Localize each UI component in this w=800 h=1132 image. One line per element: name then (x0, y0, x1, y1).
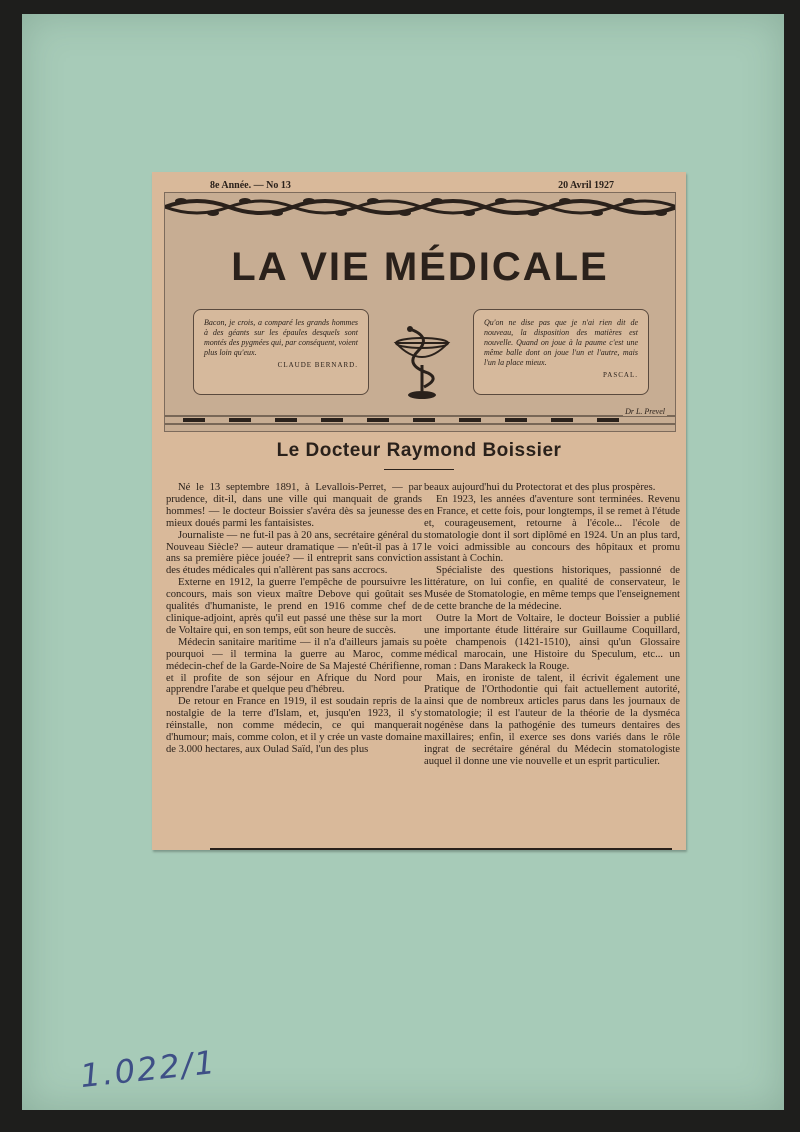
issue-header (210, 180, 614, 191)
paragraph: beaux aujourd'hui du Protectorat et des plus prospères. (424, 482, 656, 493)
issue-date: 20 Avril 1927 (558, 180, 614, 191)
article-left-column (166, 482, 422, 756)
paragraph: Spécialiste des questions historiques, passionné de littérature, on lui confie, en qualité de conservateur, le Musée de Stomatologie, en même temps que l'enseignement de cette branche de la médecine. (424, 565, 680, 613)
paragraph: Externe en 1912, la guerre l'empêche de poursuivre les concours, mais son vieux maître Debove qui goûtait ses qualités d'humaniste, le prend en 1916 comme chef de clinique-adjoint, après qu'il eut passé une thèse sur la mort de Voltaire qui, en son temps, eût son heure de succès. (166, 577, 422, 636)
paragraph: Outre la Mort de Voltaire, le docteur Boissier a publié une importante étude littéraire sur Guillaume Coquillard, poète champenois (1421-1510), ainsi qu'un Glossaire médical marocain, une Histoire du Speculum, etc... un roman : Dans Marakeck la Rouge. (424, 612, 680, 672)
quote-left-author: CLAUDE BERNARD. (277, 361, 358, 369)
quote-pascal (473, 309, 649, 395)
handwritten-inventory-number: 1.022/1 (78, 1042, 219, 1096)
cup-serpent-emblem-icon (390, 321, 454, 405)
paragraph: De retour en France en 1919, il est soudain repris de la nostalgie de la terre d'Islam, et, jusqu'en 1923, il s'y réinstalle, non comme médecin, ce qui manquerait d'humour; mais, comme colon, et il y crée un vaste domaine de 3.000 hectares, aux Oulad Saïd, l'un des plus (166, 696, 422, 755)
article-right-column (424, 482, 680, 768)
newspaper-clipping (152, 172, 686, 850)
archive-mount-board (22, 14, 784, 1110)
quote-claude-bernard (193, 309, 369, 395)
issue-number: 8e Année. — No 13 (210, 180, 291, 191)
paragraph: Journaliste — ne fut-il pas à 20 ans, secrétaire général du Nouveau Siècle? — auteur dramatique — n'eût-il pas à 17 ans sa première pièce jouée? — il entreprit sans conviction des études médicales qui n'allèrent pas sans accrocs. (166, 529, 422, 577)
paragraph: Médecin sanitaire maritime — il n'a d'ailleurs jamais su pourquoi — il termina la guerre au Maroc, comme médecin-chef de la Garde-Noire de Sa Majesté Chérifienne, et il profite de son séjour en Afrique du Nord pour apprendre l'arabe et quelque peu d'hébreu. (166, 636, 422, 696)
quote-left-text: Bacon, je crois, a comparé les grands hommes à des géants sur les épaules desquels sont montés des pygmées qui, par conséquent, voient plus loin qu'eux. (204, 318, 358, 357)
article-title: Le Docteur Raymond Boissier (276, 440, 562, 461)
masthead-title: LA VIE MÉDICALE (231, 245, 609, 289)
paragraph: Mais, en ironiste de talent, il écrivit également une Pratique de l'Orthodontie qui fait actuellement autorité, ainsi que de nombreux articles parus dans les journaux de stomatologie; il est l'auteur de la théorie de la dysméca nogénèse dans la pathogénie des tumeurs dentaires des maxillaires; enfin, il exerce ses dons variés dans le rôle ingrat de secrétaire général du Médecin stomatologiste auquel il donne une vie nouvelle et un esprit particulier. (424, 672, 680, 767)
paragraph: Né le 13 septembre 1891, à Levallois-Perret, — par prudence, dit-il, dans une ville qui manquait de grands hommes! — le docteur Boissier s'avéra dès sa jeunesse des mieux doués parmi les fantaisistes. (166, 482, 422, 529)
paragraph: En 1923, les années d'aventure sont terminées. Revenu en France, et cette fois, pour longtemps, il se remet à l'étude et, courageusement, retourne à l'école... l'école de stomatologie dont il sort diplômé en 1924. Un an plus tard, le voici admissible au concours des hôpitaux et promu assistant à Cochin. (424, 493, 680, 565)
bottom-rule (210, 848, 672, 850)
artist-signature: Dr L. Prevel (625, 407, 665, 416)
quote-right-text: Qu'on ne dise pas que je n'ai rien dit de nouveau, la disposition des matières est nouvelle. Quand on joue à la paume c'est une même balle dont on joue l'un et l'autre, mais l'un la place mieux. (484, 318, 638, 367)
masthead (164, 192, 676, 432)
decorative-band (165, 415, 675, 425)
title-underline (384, 469, 454, 470)
quote-right-author: PASCAL. (603, 371, 638, 379)
laurel-garland-ornament (165, 193, 675, 221)
